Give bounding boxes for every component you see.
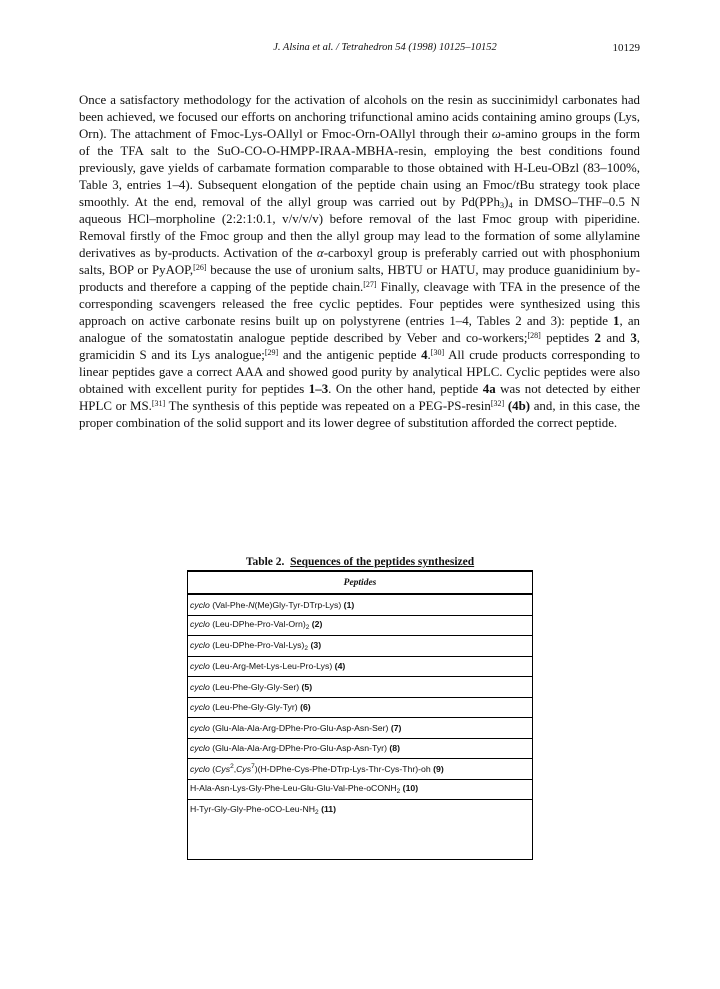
peptides-table — [188, 572, 532, 820]
table-caption — [190, 556, 530, 568]
peptide-cell: $H-Tyr-Gly-Gly-Phe-oCO-Leu-NH_2$ (11) — [190, 803, 337, 816]
caption-text: Sequences of the peptides synthesized — [290, 556, 475, 568]
table-row — [188, 779, 532, 800]
table-row — [188, 677, 532, 698]
peptide-cell: cyclo $(Leu-DPhe-Pro-Val-Orn)_2$ (2) — [188, 615, 532, 636]
peptide-cell: cyclo (Glu-Ala-Ala-Arg-DPhe-Pro-Glu-Asp-Asn-Ser) (7) — [188, 718, 532, 739]
table-row — [188, 759, 532, 780]
peptide-cell: cyclo (Leu-Phe-Gly-Gly-Ser) (5) — [188, 677, 532, 698]
peptide-cell: cyclo (Leu-Arg-Met-Lys-Leu-Pro-Lys) (4) — [188, 656, 532, 677]
peptide-cell: cyclo (Cys$^2$,Cys$^7$)(H-DPhe-Cys-Phe-DTrp-Lys-Thr-Cys-Thr)-oh (9) — [188, 759, 532, 780]
column-header-peptides: Peptides — [188, 572, 532, 594]
page-header — [0, 42, 720, 58]
peptide-cell: cyclo (Glu-Ala-Ala-Arg-DPhe-Pro-Glu-Asp-Asn-Tyr) (8) — [188, 738, 532, 759]
table-row — [188, 594, 532, 615]
table-header-row — [188, 572, 532, 594]
table-row — [188, 718, 532, 739]
table-row — [188, 738, 532, 759]
table-row — [188, 697, 532, 718]
peptide-cell: H-Ala-Asn-Lys-Gly-Phe-Leu-Glu-Glu-Val-Phe-oCONH$_2$ (10) — [188, 779, 532, 800]
table-row — [188, 800, 532, 820]
peptide-cell: cyclo (Val-Phe-N(Me)Gly-Tyr-DTrp-Lys) (1) — [188, 594, 532, 615]
caption-label: Table 2. — [245, 556, 285, 568]
page-number: 10129 — [612, 42, 640, 54]
table-row — [188, 615, 532, 636]
running-head: J. Alsina et al. / Tetrahedron 54 (1998) 10125–10152 — [273, 42, 497, 53]
peptide-cell: cyclo (Leu-Phe-Gly-Gly-Tyr) (6) — [188, 697, 532, 718]
table-row — [188, 636, 532, 657]
peptides-table-box — [187, 570, 533, 860]
body-paragraph: Once a satisfactory methodology for the activation of alcohols on the resin as succinimidyl carbonates had been achieved, we focused our efforts on anchoring trifunctional amino acids containing amino groups (Lys, Orn). The attachment of Fmoc-Lys-OAllyl or Fmoc-Orn-OAllyl through their ω-amino groups in the form of the TFA salt to the SuO-CO-O-HMPP-IRAA-MBHA-resin, employing the best conditions found previously, gave yields of carbamate formation comparable to those obtained with H-Leu-OBzl (83–100%, Table 3, entries 1–4). Subsequent elongation of the peptide chain using an Fmoc/tBu strategy took place smoothly. At the end, removal of the allyl group was carried out by $Pd(PPh_3)_4$ in DMSO–THF–0.5 N aqueous HCl–morpholine (2:2:1:0.1, v/v/v/v) before removal of the last Fmoc group with piperidine. Removal firstly of the Fmoc group and then the allyl group may lead to the formation of some allylamine derivatives as by-products. Activation of the α-carboxyl group is preferably carried out with phosphonium salts, BOP or PyAOP,[26] because the use of uronium salts, HBTU or HATU, may produce guanidinium by-products and therefore a capping of the peptide chain.[27] Finally, cleavage with TFA in the presence of the corresponding scavengers released the free cyclic peptides. Four peptides were synthesized using this approach on active carbonate resins built up on polystyrene (entries 1–4, Tables 2 and 3): peptide 1, an analogue of the somatostatin analogue peptide described by Veber and co-workers;[28] peptides 2 and 3, gramicidin S and its Lys analogue;[29] and the antigenic peptide 4.[30] All crude products corresponding to linear peptides gave a correct AAA and showed good purity by analytical HPLC. Cyclic peptides were also obtained with excellent purity for peptides 1–3. On the other hand, peptide 4a was not detected by either HPLC or MS.[31] The synthesis of this peptide was repeated on a PEG-PS-resin[32] (4b) and, in this case, the proper combination of the solid support and its lower degree of substitution afforded the correct peptide. — [79, 93, 641, 430]
table-row — [188, 656, 532, 677]
peptide-cell: cyclo $(Leu-DPhe-Pro-Val-Lys)_2$ (3) — [188, 636, 532, 657]
